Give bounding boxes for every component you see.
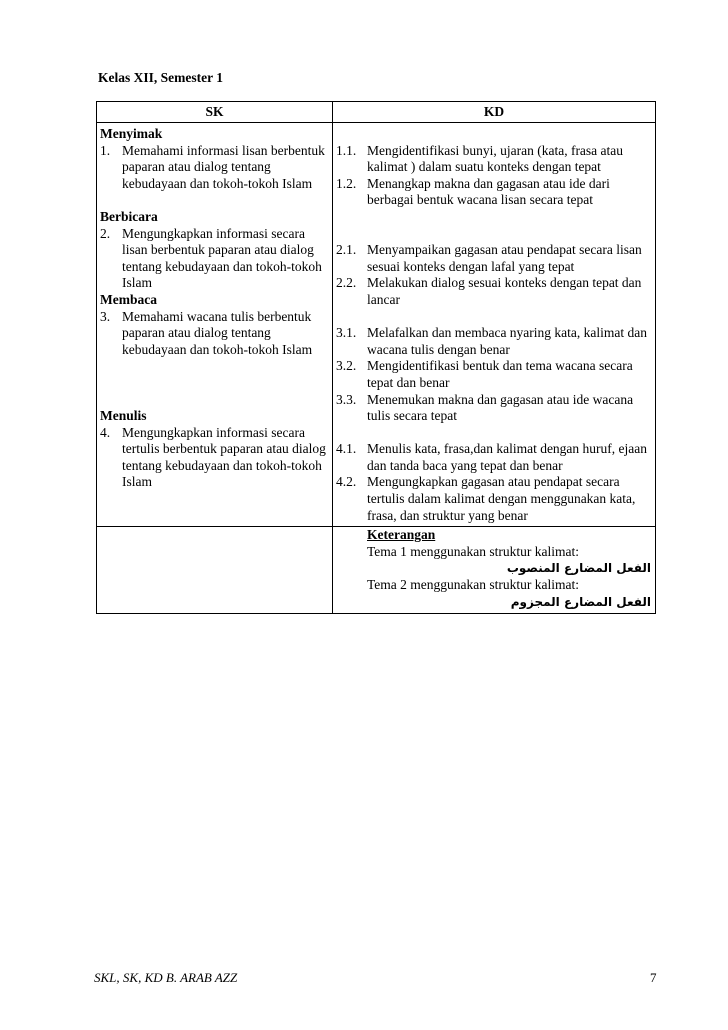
sk-item-number: 2. [100, 225, 111, 241]
sk-column-header: SK [97, 102, 333, 123]
kd-item-3-1 [336, 325, 652, 358]
kd-item-number: 2.1. [336, 242, 357, 258]
page-heading: Kelas XII, Semester 1 [98, 70, 223, 85]
footer-title: SKL, SK, KD B. ARAB AZZ [94, 970, 238, 985]
kd-item-number: 1.2. [336, 175, 357, 191]
kd-item-text: Mengungkapkan gagasan atau pendapat secara tertulis dalam kalimat dengan menggunakan kata, frasa, dan struktur yang benar [367, 474, 636, 523]
kd-item-text: Mengidentifikasi bentuk dan tema wacana secara tepat dan benar [367, 358, 633, 390]
kd-item-number: 1.1. [336, 142, 357, 158]
section-title-membaca: Membaca [100, 291, 157, 307]
kd-item-text: Melafalkan dan membaca nyaring kata, kalimat dan wacana tulis dengan benar [367, 325, 648, 357]
kd-item-number: 3.1. [336, 325, 357, 341]
sk-item-1 [100, 143, 330, 193]
sk-item-text: Memahami wacana tulis berbentuk paparan atau dialog tentang kebudayaan dan tokoh-tokoh Islam [122, 308, 313, 357]
kd-item-number: 3.3. [336, 391, 357, 407]
kd-item-2-2 [336, 275, 652, 308]
tema2-arabic: الفعل المضارع المجزوم [510, 595, 651, 610]
keterangan-title: Keterangan [367, 527, 436, 543]
kd-item-2-1 [336, 242, 652, 275]
section-title-berbicara: Berbicara [100, 208, 158, 224]
kd-cell [333, 123, 656, 527]
kd-item-text: Menangkap makna dan gagasan atau ide dari berbagai bentuk wacana lisan secara tepat [367, 175, 610, 208]
sk-item-text: Memahami informasi lisan berbentuk paparan atau dialog tentang kebudayaan dan tokoh-tokoh Islam [122, 142, 325, 191]
table-content-row [97, 123, 656, 527]
sk-item-3 [100, 309, 330, 359]
sk-item-4 [100, 425, 330, 491]
kd-item-1-1 [336, 143, 652, 176]
section-title-menulis: Menulis [100, 408, 147, 424]
sk-item-number: 3. [100, 308, 111, 324]
sk-kd-table [96, 101, 656, 614]
sk-item-number: 1. [100, 142, 111, 158]
kd-item-text: Menulis kata, frasa,dan kalimat dengan huruf, ejaan dan tanda baca yang tepat dan benar [367, 441, 648, 473]
keterangan-cell [333, 527, 656, 614]
kd-item-text: Mengidentifikasi bunyi, ujaran (kata, frasa atau kalimat ) dalam suatu konteks dengan tepat [367, 142, 624, 175]
page-number: 7 [650, 970, 657, 985]
section-title-menyimak: Menyimak [100, 126, 163, 141]
kd-item-text: Menemukan makna dan gagasan atau ide wacana tulis secara tepat [367, 391, 634, 424]
sk-item-text: Mengungkapkan informasi secara lisan berbentuk paparan atau dialog tentang kebudayaan dan tokoh-tokoh Islam [122, 225, 322, 291]
empty-note-cell [97, 527, 333, 614]
tema1-arabic: الفعل المضارع المنصوب [506, 561, 651, 576]
sk-item-number: 4. [100, 424, 111, 440]
kd-item-3-3 [336, 392, 652, 425]
kd-item-text: Menyampaikan gagasan atau pendapat secara lisan sesuai konteks dengan lafal yang tepat [367, 242, 642, 274]
kd-item-3-2 [336, 358, 652, 391]
kd-item-1-2 [336, 176, 652, 209]
kd-item-4-1 [336, 441, 652, 474]
kd-column-header: KD [333, 102, 656, 123]
kd-item-number: 4.2. [336, 474, 357, 490]
table-header-row [97, 102, 656, 123]
table-note-row [97, 527, 656, 614]
sk-cell [97, 123, 333, 527]
kd-item-number: 3.2. [336, 358, 357, 374]
kd-item-number: 4.1. [336, 441, 357, 457]
tema2-text: Tema 2 menggunakan struktur kalimat: [367, 577, 579, 593]
kd-item-number: 2.2. [336, 275, 357, 291]
tema1-text: Tema 1 menggunakan struktur kalimat: [367, 543, 579, 559]
sk-item-text: Mengungkapkan informasi secara tertulis berbentuk paparan atau dialog tentang kebudayaan dan tokoh-tokoh Islam [122, 424, 326, 490]
kd-item-text: Melakukan dialog sesuai konteks dengan tepat dan lancar [367, 275, 642, 307]
sk-item-2 [100, 226, 330, 292]
kd-item-4-2 [336, 474, 652, 524]
